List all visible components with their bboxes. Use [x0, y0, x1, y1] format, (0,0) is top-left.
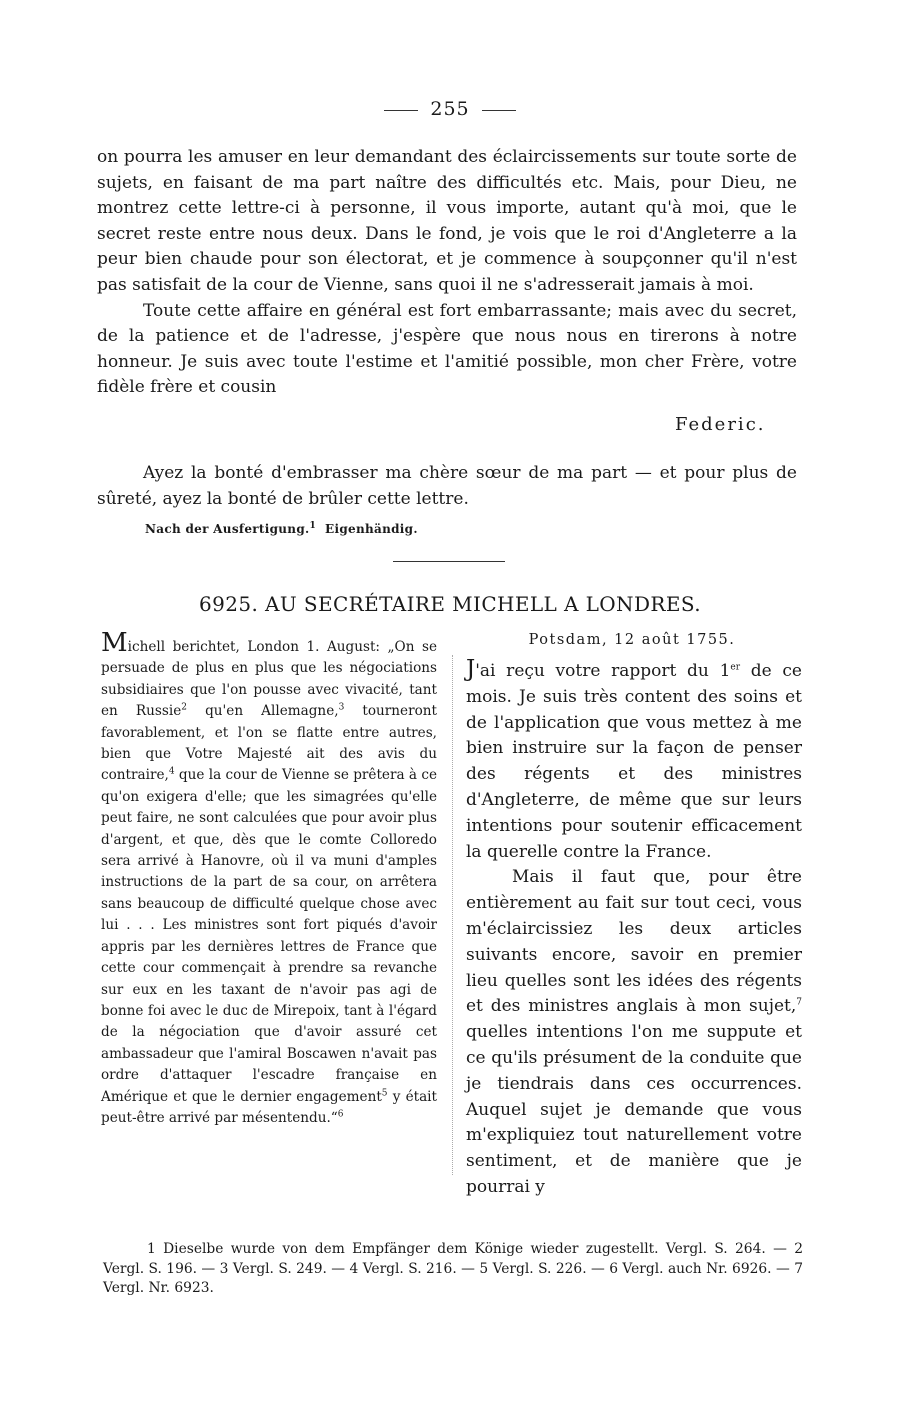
report-quote-5: y était peut-être arrivé par mésentendu.“ [101, 1088, 437, 1126]
letter-paragraph-1: on pourra les amuser en leur demandant des éclaircissements sur toute sorte de sujets, en faisant de ma part naître des difficultés etc. Mais, pour Dieu, ne montrez cette lettre-ci à personne, il vous importe, autant qu'à moi, que le secret reste entre nous deux. Dans le fond, je vois que le roi d'Angleterre a la peur bien chaude pour son électorat, et je commence à soupçonner qu'il n'est pas satisfait de la cour de Vienne, sans quoi il ne s'adresserait jamais à moi. [97, 147, 797, 295]
footnote-ref-5: 5 [381, 1088, 388, 1098]
report-text [101, 630, 437, 1129]
superscript-er: er [730, 662, 741, 673]
reply-dropcap: J [466, 656, 476, 682]
footnote-ref-7: 7 [796, 997, 802, 1008]
footnote-text: 1 Dieselbe wurde von dem Empfänger dem Könige wieder zugestellt. Vergl. S. 264. — 2 Vergl. S. 196. — 3 Vergl. S. 249. — 4 Vergl. S. 216. — 5 Vergl. S. 226. — 6 Vergl. auch Nr. 6926. — 7 Vergl. Nr. 6923. [103, 1241, 803, 1296]
dateline: Potsdam, 12 août 1755. [528, 632, 736, 648]
reply-paragraph-2 [466, 865, 802, 1200]
report-intro: ichell berichtet, London 1. August: [127, 639, 380, 655]
column-divider [452, 655, 453, 1175]
report-summary-column [101, 630, 437, 1129]
report-dropcap: M [101, 628, 128, 658]
report-quote-2: qu'en Allemagne, [186, 703, 339, 720]
postscript-block [97, 461, 797, 512]
source-note-hand: Eigenhändig. [325, 522, 418, 536]
letter-body [97, 145, 797, 401]
report-quote-3: tourneront favorablement, et l'on se flatte entre autres, bien que Votre Majesté ait des avis du contraire, [101, 703, 437, 784]
reply-text-1b: de ce mois. Je suis très content des soins et de l'application que vous mettez à me bien instruire sur la façon de penser des régents et des ministres d'Angleterre, de même que sur leurs intentions pour soutenir efficacement la querelle contre la France. [466, 661, 802, 862]
header-dash-right [482, 110, 516, 111]
source-note-origin: Nach der Ausfertigung. [145, 522, 310, 536]
footnote-ref-4: 4 [168, 766, 175, 777]
footnote-ref-1: 1 [309, 521, 317, 531]
reply-column [466, 657, 802, 1201]
footnote-ref-3: 3 [338, 702, 345, 713]
footnote-ref-2: 2 [181, 702, 187, 713]
page-number: 255 [430, 98, 470, 120]
page-header [0, 98, 900, 120]
footnote-ref-6: 6 [337, 1109, 344, 1120]
reply-text-2b: quelles intentions l'on me suppute et ce qu'ils présument de la conduite que je tiendrais dans ces occurrences. Auquel sujet je demande que vous m'expliquiez tout naturellement votre sentiment, et de manière que je pourrai y [466, 1022, 802, 1197]
section-divider-rule [393, 561, 505, 562]
letter-paragraph-2: Toute cette affaire en général est fort embarrassante; mais avec du secret, de la patience et de l'adresse, j'espère que nous nous en tirerons à notre honneur. Je suis avec toute l'estime et l'amitié possible, mon cher Frère, votre fidèle frère et cousin [97, 300, 797, 398]
reply-text-1a: 'ai reçu votre rapport du 1 [475, 661, 731, 681]
signature: Federic. [675, 414, 766, 435]
report-quote-1: „On se persuade de plus en plus que les négociations subsidiaires que l'on pousse avec vivacité, tant en Russie [101, 639, 437, 720]
report-quote-4: que la cour de Vienne se prêtera à ce qu'on exigera d'elle; que les simagrées qu'elle peut faire, ne sont calculées que pour avoir plus d'argent, et que, dès que le comte Colloredo sera arrivé à Hanovre, où il va muni d'amples instructions de la part de sa cour, on arrêtera sans beaucoup de difficulté quelque chose avec lui . . . Les ministres sont fort piqués d'avoir appris par les dernières lettres de France que cette cour commençait à prendre sa revanche sur eux en les taxant de n'avoir pas agi de bonne foi avec le duc de Mirepoix, tant à l'égard de la négociation que d'avoir assuré cet ambassadeur que l'amiral Boscawen n'avait pas ordre d'attaquer l'escadre française en Amérique et que le dernier engagement [101, 767, 437, 1105]
footnotes [103, 1240, 803, 1299]
section-title: 6925. AU SECRÉTAIRE MICHELL A LONDRES. [199, 592, 701, 616]
reply-paragraph-1 [466, 657, 802, 865]
source-note [145, 522, 418, 536]
reply-text-2a: Mais il faut que, pour être entièrement au fait sur tout ceci, vous m'éclaircissiez les deux articles suivants encore, savoir en premier lieu quelles sont les idées des régents et des ministres anglais à mon sujet, [466, 867, 802, 1017]
postscript: Ayez la bonté d'embrasser ma chère sœur de ma part — et pour plus de sûreté, ayez la bonté de brûler cette lettre. [97, 463, 797, 509]
header-dash-left [384, 110, 418, 111]
